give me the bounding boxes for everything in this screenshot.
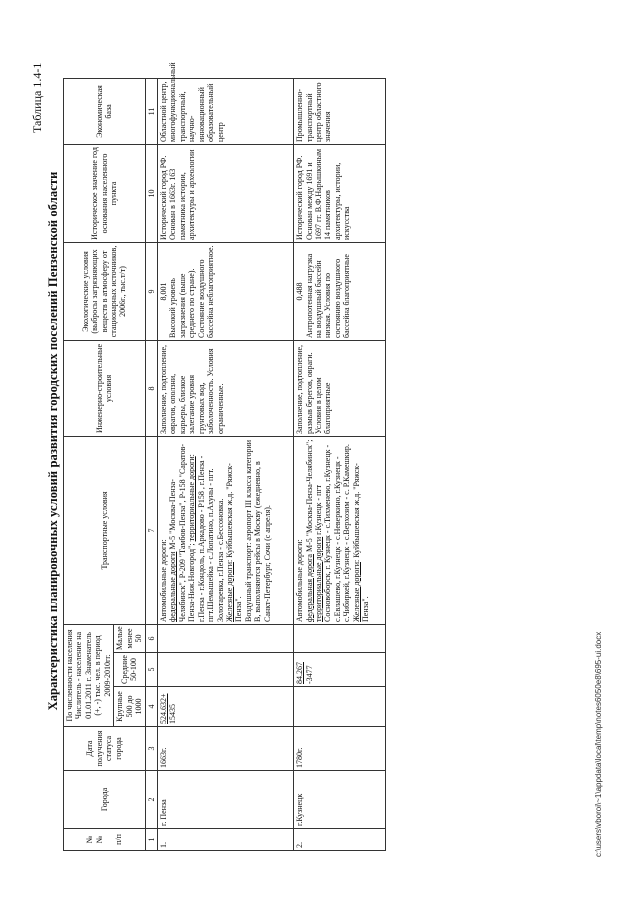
transport-text: : г.Пенза - г.Кондоль, п.Аркадово - Р158 , г.Пенза - пгт.Шемышейка - с.Лопатино, п.Ахуны - пгт. Золотаревка, г.Пенза - с.Бессоновка. <box>187 454 225 622</box>
col-number: 3 <box>145 727 157 771</box>
air-transport-text: Воздушный транспорт: аэропорт III класса категории В, выполняются рейсы в Москву (ежедневно, в Санкт-Петербург, Сочи (с апреля). <box>243 439 272 622</box>
header-pop-small: Малые менее 50 <box>114 624 145 652</box>
transport-text: г.Кузнецк - пгт Сосновоборск, г. Кузнецк - с.Тихменево, г.Кузнецк - с.Евлашево, г.Кузнецк - с.Неверкино, г.Кузнецк - с.Чибиркей, г.Кузнецк - с.Верхозим - с. Р.Камешкир. <box>313 444 352 622</box>
federal-roads-label: федеральная дорога <box>304 554 314 622</box>
pop-medium-cell <box>157 653 293 687</box>
transport-cell <box>157 436 293 624</box>
header-engineering: Инженерно-строительные условия <box>64 340 146 436</box>
col-number: 10 <box>145 144 157 242</box>
historic-cell: Исторический город РФ. Основан в 1663г. 163 памятника истории, архитектуры и археологии <box>157 144 293 242</box>
col-number: 6 <box>145 624 157 652</box>
railways-label: Железные дороги <box>225 562 234 622</box>
header-city: Города <box>64 771 146 829</box>
transport-text: Автомобильные дороги: <box>295 539 305 622</box>
pop-denominator: -3477 <box>304 665 314 684</box>
transport-text: : Куйбышевская ж.д. "Ряжск-Пенза". <box>225 463 244 622</box>
city-name: г.Кузнецк <box>294 771 386 829</box>
header-no: № № п/п <box>64 829 146 851</box>
col-number: 1 <box>145 829 157 851</box>
territorial-roads-label: территориальные дороги <box>187 456 197 542</box>
pop-medium-cell <box>294 653 386 687</box>
pop-large-cell <box>157 687 293 727</box>
status-date: 1780г. <box>294 727 386 771</box>
col-number: 8 <box>145 340 157 436</box>
historic-cell: Исторический город РФ. Основан между 1691 и 1697 гг. В.Ф.Нарышкиным 14 памятников архитектуры, истории, искусства <box>294 144 386 242</box>
row-number: 2. <box>294 829 386 851</box>
ecology-value: 0,488 <box>295 282 305 301</box>
status-date: 1663г. <box>157 727 293 771</box>
territorial-roads-label: территориальные дороги <box>313 536 323 622</box>
header-economic: Экономическая база <box>64 78 146 144</box>
col-number: 11 <box>145 78 157 144</box>
pop-large-cell <box>294 687 386 727</box>
transport-text: : Куйбышевская ж.д. "Ряжск-Пенза". <box>351 463 371 622</box>
federal-roads-label: федеральные дороги <box>168 551 178 622</box>
transport-text: М-5 "Москва-Пенза-Челябинск"; <box>304 439 314 555</box>
file-path-footer: c:\users\vboroi\~1\appdata\local\temp\notes6050e8\695-ui.docx <box>594 631 603 857</box>
column-number-row <box>145 78 157 850</box>
col-number: 4 <box>145 687 157 727</box>
city-name: г. Пенза <box>157 771 293 829</box>
ecology-text: Антропотенная нагрузка на воздушный бассейн низкая. Условия по состоянию воздушного бассейна благоприятные <box>304 253 352 338</box>
col-number: 5 <box>145 653 157 687</box>
header-pop-large: Крупные 500 до 1000 <box>114 687 145 727</box>
pop-small-cell <box>294 624 386 652</box>
ecology-value: 8,001 <box>158 282 168 301</box>
header-ecology: Экологические условия (выбросы загрязняющих веществ в атмосферу от стационарных источников, 2006г., тыс.т/т) <box>64 242 146 340</box>
ecology-cell <box>294 242 386 340</box>
row-number: 1. <box>157 829 293 851</box>
table-row-penza <box>157 78 293 850</box>
pop-numerator: 84.267 <box>295 662 305 684</box>
economic-cell: Областной центр, многофункциональный транспортный, научно-инновационный образовательный центр <box>157 78 293 144</box>
header-historic: Историческое значение год основания населенного пункта <box>64 144 146 242</box>
col-number: 7 <box>145 436 157 624</box>
header-pop-medium: Средние 50-100 <box>114 653 145 687</box>
table-row-kuznetsk <box>294 78 386 850</box>
header-population: По численности населения Числитель - население на 01.01.2011 г. Знаменатель (+, -) тыс. чел. в период 2009-2010гг. <box>64 624 114 726</box>
header-date: Дата получения статуса города <box>64 727 146 771</box>
col-number: 9 <box>145 242 157 340</box>
engineering-cell: Заполнение, подтопление, оврагов, оползни, карьеры, близкое залегание уровня грунтовых вод, заболоченность. Условия ограниченные. <box>157 340 293 436</box>
table-title: Характеристика планировочных условий развития городских поселений Пензенской области <box>46 171 60 711</box>
ecology-cell <box>157 242 293 340</box>
transport-text: М-5 "Москва-Пенза-Челябинск", Р-209 "Тамбов-Пенза", Р-158 "Саратов-Пенза-Ниж.Новгород"; <box>168 443 197 622</box>
transport-text: Автомобильные дороги: <box>158 539 168 622</box>
pop-denominator: 15435 <box>168 704 178 724</box>
col-number: 2 <box>145 771 157 829</box>
header-transport: Транспортные условия <box>64 436 146 624</box>
pop-small-cell <box>157 624 293 652</box>
ecology-text: Высокий уровень загрязнения (выше среднего по стране). Состояние воздушного бассейна неблагоприятное. <box>168 245 216 338</box>
railways-label: Железные дороги <box>351 562 361 622</box>
pop-numerator: 524.632+ <box>158 693 168 724</box>
transport-cell <box>294 436 386 624</box>
engineering-cell: Заполнение, подтопление, размыв берегов, овраги. Условия в целом благоприятные <box>294 340 386 436</box>
table-number: Таблица 1.4-1 <box>30 62 44 133</box>
planning-conditions-table <box>63 62 386 851</box>
economic-cell: Промышленно-транспортный центр областного значения <box>294 78 386 144</box>
